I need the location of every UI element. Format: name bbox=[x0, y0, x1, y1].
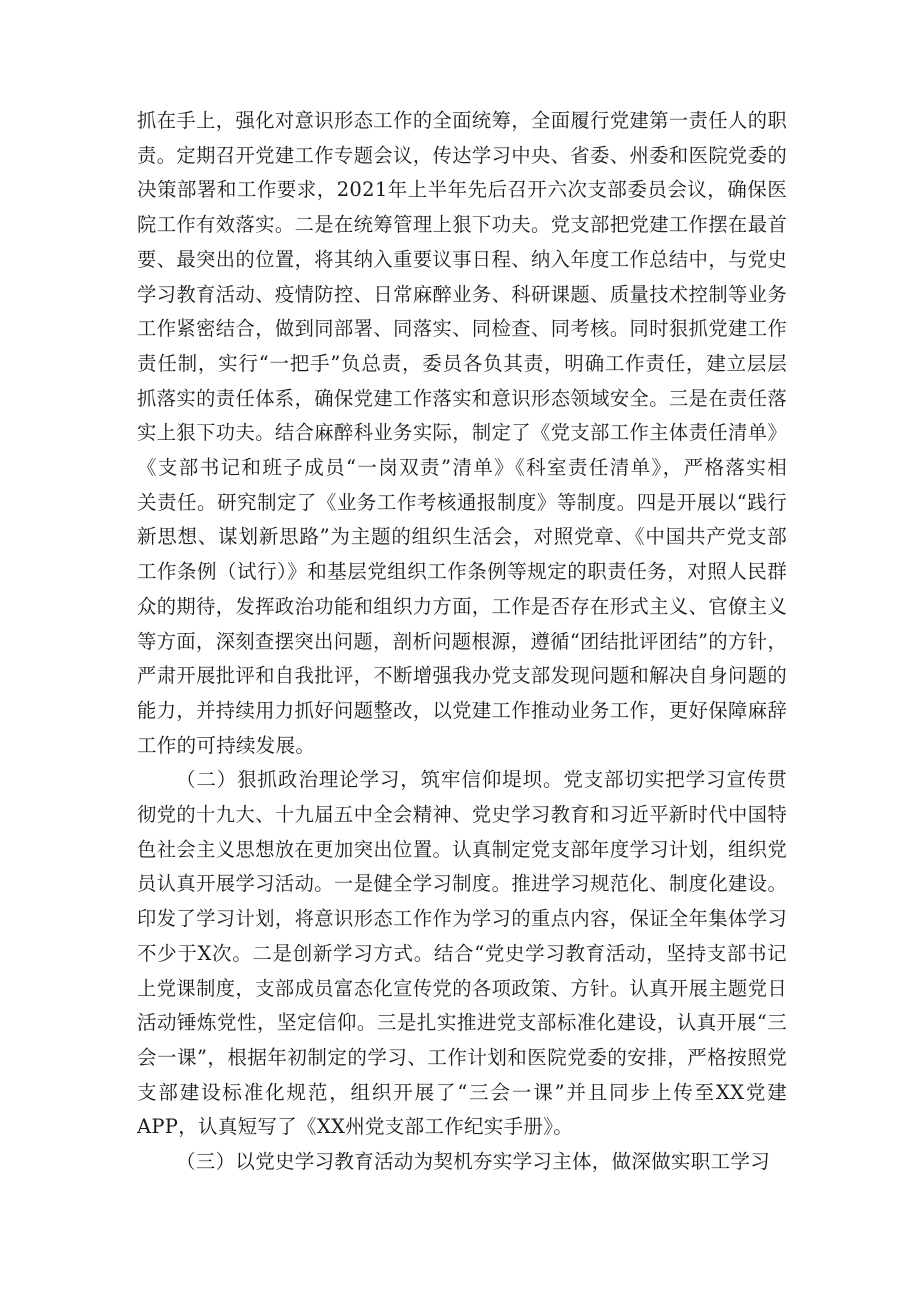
text-line: 支部建设标准化规范，组织开展了“三会一课”并且同步上传至XX党建 bbox=[137, 1080, 787, 1104]
text-line: 决策部署和工作要求，2021年上半年先后召开六次支部委员会议，确保医 bbox=[137, 178, 787, 202]
text-line: 新思想、谋划新思路”为主题的组织生活会，对照党章、《中国共产党支部 bbox=[137, 525, 787, 549]
text-line: 抓落实的责任体系，确保党建工作落实和意识形态领域安全。三是在责任落 bbox=[137, 386, 787, 410]
text-line: 能力，并持续用力抓好问题整改，以党建工作推动业务工作，更好保障麻辞 bbox=[137, 698, 787, 722]
text-line: 责任制，实行“一把手”负总责，委员各负其责，明确工作责任，建立层层 bbox=[137, 351, 787, 375]
text-line: 活动锤炼党性，坚定信仰。三是扎实推进党支部标准化建设，认真开展“三 bbox=[137, 1011, 787, 1035]
text-line: 实上狠下功夫。结合麻醉科业务实际，制定了《党支部工作主体责任清单》 bbox=[137, 421, 787, 445]
document-body bbox=[137, 104, 787, 1180]
text-line: 员认真开展学习活动。一是健全学习制度。推进学习规范化、制度化建设。 bbox=[137, 872, 787, 896]
text-line: 工作条例（试行）》和基层党组织工作条例等规定的职责任务，对照人民群 bbox=[137, 560, 787, 584]
text-line: 院工作有效落实。二是在统筹管理上狠下功夫。党支部把党建工作摆在最首 bbox=[137, 213, 787, 237]
text-line: 学习教育活动、疫情防控、日常麻醉业务、科研课题、质量技术控制等业务 bbox=[137, 282, 787, 306]
text-line: 要、最突出的位置，将其纳入重要议事日程、纳入年度工作总结中，与党史 bbox=[137, 247, 787, 271]
text-line: 会一课”，根据年初制定的学习、工作计划和医院党委的安排，严格按照党 bbox=[137, 1045, 787, 1069]
text-line: 不少于X次。二是创新学习方式。结合“党史学习教育活动，坚持支部书记 bbox=[137, 941, 787, 965]
paragraph bbox=[137, 1145, 787, 1180]
text-line: 众的期待，发挥政治功能和组织力方面，工作是否存在形式主义、官僚主义 bbox=[137, 594, 787, 618]
paragraph bbox=[137, 104, 787, 763]
text-line: 印发了学习计划，将意识形态工作作为学习的重点内容，保证全年集体学习 bbox=[137, 907, 787, 931]
text-line: 严肃开展批评和自我批评，不断增强我办党支部发现问题和解决自身问题的 bbox=[137, 664, 787, 688]
text-line: 责。定期召开党建工作专题会议，传达学习中央、省委、州委和医院党委的 bbox=[137, 143, 787, 167]
text-line: 工作紧密结合，做到同部署、同落实、同检查、同考核。同时狠抓党建工作 bbox=[137, 317, 787, 341]
text-line: （二）狠抓政治理论学习，筑牢信仰堤坝。党支部切实把学习宣传贯 bbox=[176, 768, 787, 792]
text-line: 色社会主义思想放在更加突出位置。认真制定党支部年度学习计划，组织党 bbox=[137, 837, 787, 861]
text-line: 《支部书记和班子成员“一岗双责”清单》《科室责任清单》，严格落实相 bbox=[137, 456, 787, 480]
text-line: APP，认真短写了《XX州党支部工作纪实手册》。 bbox=[137, 1115, 574, 1139]
text-line: 上党课制度，支部成员富态化宣传党的各项政策、方针。认真开展主题党日 bbox=[137, 976, 787, 1000]
text-line: 彻党的十九大、十九届五中全会精神、党史学习教育和习近平新时代中国特 bbox=[137, 803, 787, 827]
text-line: 抓在手上，强化对意识形态工作的全面统筹，全面履行党建第一责任人的职 bbox=[137, 109, 787, 132]
text-line: （三）以党史学习教育活动为契机夯实学习主体，做深做实职工学习 bbox=[176, 1150, 771, 1174]
paragraph bbox=[137, 763, 787, 1145]
text-line: 工作的可持续发展。 bbox=[137, 733, 316, 757]
text-line: 关责任。研究制定了《业务工作考核通报制度》等制度。四是开展以“践行 bbox=[137, 490, 787, 514]
text-line: 等方面，深刻查摆突出问题，剖析问题根源，遵循“团结批评团结”的方针， bbox=[137, 629, 787, 653]
